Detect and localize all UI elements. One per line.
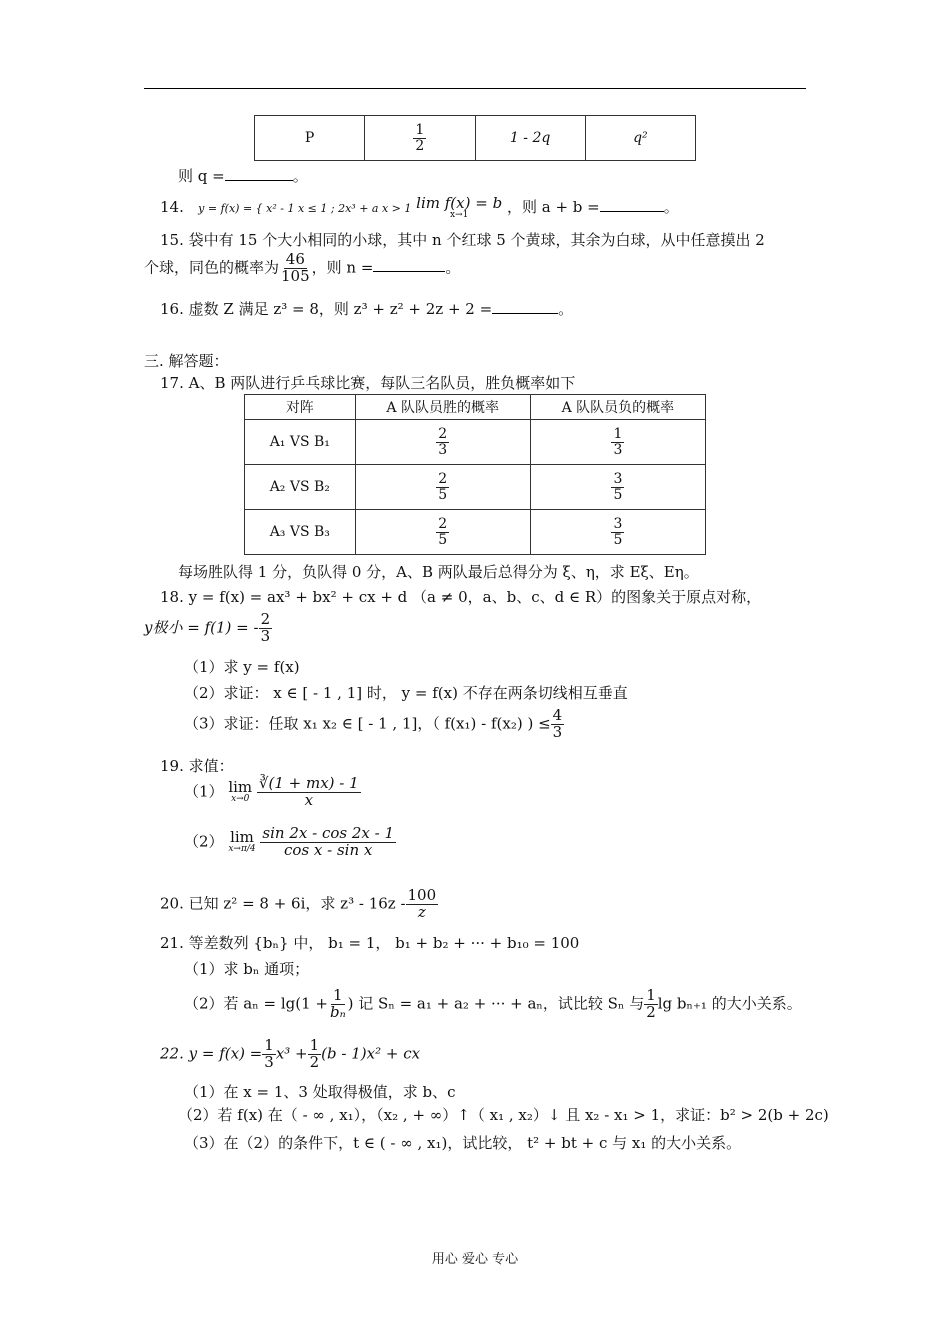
- distribution-table: [254, 115, 696, 161]
- answer-blank: [373, 257, 445, 272]
- question-19-part1: [184, 776, 361, 809]
- text-span: 个球，同色的概率为: [144, 258, 280, 277]
- table-cell: [530, 420, 705, 465]
- fraction-numerator: 1: [333, 986, 343, 1004]
- piecewise-function: y = f(x) = { x² - 1 x ≤ 1 ; 2x³ + a x > 1: [198, 202, 412, 215]
- question-21-part1: （1）求 bₙ 通项；: [184, 960, 310, 978]
- table-cell: q²: [585, 116, 695, 161]
- fraction-denominator: 3: [613, 441, 623, 458]
- fraction-numerator: 2: [438, 515, 448, 532]
- limit-text: lim: [228, 778, 253, 797]
- question-14: 14. y = f(x) = { x² - 1 x ≤ 1 ; 2x³ + a x > 1 lim f(x) = b x→1 ，则 a + b = 。: [160, 194, 679, 220]
- question-number: 14.: [160, 198, 184, 216]
- limit-subscript: x→1: [450, 210, 469, 220]
- answer-blank: [225, 166, 293, 181]
- fraction-numerator: 1: [613, 425, 623, 442]
- table-cell: [530, 510, 705, 555]
- text-span: lg bₙ₊₁ 的大小关系。: [657, 994, 802, 1013]
- fraction-denominator: 2: [309, 1052, 320, 1071]
- fraction-denominator: 5: [613, 486, 623, 503]
- text-span: ，则 n =: [311, 258, 374, 277]
- text-span: 20. 已知 z² = 8 + 6i，求 z³ - 16z -: [160, 894, 406, 913]
- fraction-denominator: 5: [613, 531, 623, 548]
- fraction-denominator: x: [304, 790, 314, 809]
- question-17-followup: 每场胜队得 1 分，负队得 0 分，A、B 两队最后总得分为 ξ、η，求 Eξ、Eη。: [178, 563, 699, 581]
- fraction-numerator: ∛(1 + mx) - 1: [258, 774, 359, 792]
- fraction-numerator: 4: [552, 706, 563, 724]
- question-text: 16. 虚数 Z 满足 z³ = 8，则 z³ + z² + 2z + 2 =: [160, 300, 493, 318]
- page-footer: 用心 爱心 专心: [431, 1252, 519, 1267]
- table-cell: A₂ VS B₂: [245, 465, 356, 510]
- table-cell: [530, 465, 705, 510]
- table-cell: 1 - 2q: [475, 116, 585, 161]
- limit-expression: [228, 830, 255, 854]
- question-18-part2: （2）求证： x ∈ [ - 1 , 1] 时， y = f(x) 不存在两条切线相互垂直: [184, 684, 628, 702]
- limit-text: lim: [230, 828, 254, 847]
- question-22-part1: （1）在 x = 1、3 处取得极值，求 b、c: [184, 1083, 456, 1101]
- text-span: （3）求证：任取 x₁ x₂ ∈ [ - 1 , 1]，（ f(x₁) - f(x₂) ) ≤: [184, 714, 551, 733]
- text-span: (b - 1)x² + cx: [321, 1044, 421, 1063]
- limit-text: lim f(x) = b: [416, 194, 503, 212]
- text-span: ) 记 Sₙ = a₁ + a₂ + ··· + aₙ，试比较 Sₙ 与: [347, 994, 645, 1013]
- table-row: [245, 465, 706, 510]
- table-header: A 队队员负的概率: [530, 395, 705, 420]
- text-span: y极小 = f(1) = -: [144, 618, 259, 637]
- table-header-row: [245, 395, 706, 420]
- fraction-denominator: z: [417, 902, 426, 921]
- question-22: [160, 1038, 420, 1071]
- limit-expression: [416, 196, 502, 220]
- text-span: 22. y = f(x) =: [160, 1044, 263, 1063]
- table-header: A 队队员胜的概率: [355, 395, 530, 420]
- fraction-numerator: 100: [407, 886, 437, 904]
- fraction-denominator: 5: [438, 486, 448, 503]
- limit-expression: [228, 780, 252, 804]
- header-rule: [144, 88, 806, 89]
- fraction-numerator: 1: [264, 1036, 274, 1054]
- q-blank-line: 则 q = 。: [178, 167, 308, 185]
- fraction-numerator: 2: [438, 425, 448, 442]
- text-span: （2）: [184, 832, 224, 851]
- fraction-denominator: 5: [438, 531, 448, 548]
- q-prompt: 则 q =: [178, 167, 225, 185]
- fraction-denominator: 2: [646, 1002, 656, 1021]
- table-cell: A₃ VS B₃: [245, 510, 356, 555]
- question-18-ymin: [144, 612, 272, 645]
- table-row: [245, 510, 706, 555]
- fraction-denominator: 3: [438, 441, 448, 458]
- fraction-denominator: 2: [415, 137, 425, 154]
- fraction-numerator: 46: [285, 250, 305, 268]
- table-cell: [355, 510, 530, 555]
- fraction-denominator: 3: [260, 626, 271, 645]
- question-17-intro: 17. A、B 两队进行乒乓球比赛，每队三名队员，胜负概率如下: [160, 374, 576, 392]
- text-span: （1）: [184, 782, 224, 801]
- table-row: [245, 420, 706, 465]
- text-span: x³ +: [275, 1044, 308, 1063]
- table-cell: [355, 465, 530, 510]
- fraction-denominator: cos x - sin x: [284, 840, 373, 859]
- table-header: 对阵: [245, 395, 356, 420]
- question-19-part2: [184, 826, 396, 859]
- question-20: [160, 888, 438, 921]
- table-cell: [365, 116, 475, 161]
- question-22-part2: （2）若 f(x) 在（ - ∞ , x₁），（x₂ , + ∞）↑（ x₁ , x₂）↓ 且 x₂ - x₁ > 1，求证：b² > 2(b + 2c): [178, 1106, 829, 1124]
- fraction-numerator: 2: [260, 610, 271, 628]
- match-probability-table: [244, 394, 706, 555]
- fraction-numerator: 2: [438, 470, 448, 487]
- question-18-part3: [184, 708, 564, 741]
- fraction-numerator: 1: [309, 1036, 320, 1054]
- question-21-part2: [184, 988, 802, 1021]
- fraction-denominator: 3: [552, 722, 563, 741]
- question-22-part3: （3）在（2）的条件下，t ∈ ( - ∞ , x₁)，试比较， t² + bt + c 与 x₁ 的大小关系。: [184, 1134, 742, 1152]
- fraction-numerator: 3: [613, 515, 623, 532]
- fraction-numerator: 1: [646, 986, 656, 1004]
- answer-blank: [492, 299, 558, 314]
- table-row: [255, 116, 696, 161]
- fraction-denominator: bₙ: [329, 1002, 346, 1021]
- question-15-line1: 15. 袋中有 15 个大小相同的小球，其中 n 个红球 5 个黄球，其余为白球，从中任意摸出 2: [160, 231, 765, 249]
- fraction-denominator: 3: [264, 1052, 274, 1071]
- question-18-part1: （1）求 y = f(x): [184, 658, 300, 676]
- limit-subscript: x→π/4: [228, 844, 256, 855]
- question-16: 16. 虚数 Z 满足 z³ = 8，则 z³ + z² + 2z + 2 = 。: [160, 300, 574, 318]
- fraction-numerator: sin 2x - cos 2x - 1: [262, 824, 394, 842]
- section-heading: 三. 解答题：: [144, 352, 229, 370]
- question-18-line1: 18. y = f(x) = ax³ + bx² + cx + d （a ≠ 0，a、b、c、d ∈ R）的图象关于原点对称，: [160, 588, 762, 606]
- fraction-numerator: 1: [415, 121, 425, 138]
- question-19-title: 19. 求值：: [160, 757, 234, 775]
- fraction-denominator: 105: [281, 266, 310, 285]
- question-15-line2: 个球，同色的概率为 $\frac{46}{105}$ ，则 n = 。: [144, 250, 461, 285]
- question-21-line1: 21. 等差数列 {bₙ} 中， b₁ = 1， b₁ + b₂ + ··· + b₁₀ = 100: [160, 934, 580, 952]
- answer-blank: [600, 197, 664, 212]
- table-cell: [355, 420, 530, 465]
- text-span: （2）若 aₙ = lg(1 +: [184, 994, 328, 1013]
- fraction-numerator: 3: [613, 470, 623, 487]
- question-tail: ，则 a + b =: [506, 198, 600, 216]
- table-cell: A₁ VS B₁: [245, 420, 356, 465]
- limit-subscript: x→0: [231, 794, 250, 805]
- table-cell: P: [255, 116, 365, 161]
